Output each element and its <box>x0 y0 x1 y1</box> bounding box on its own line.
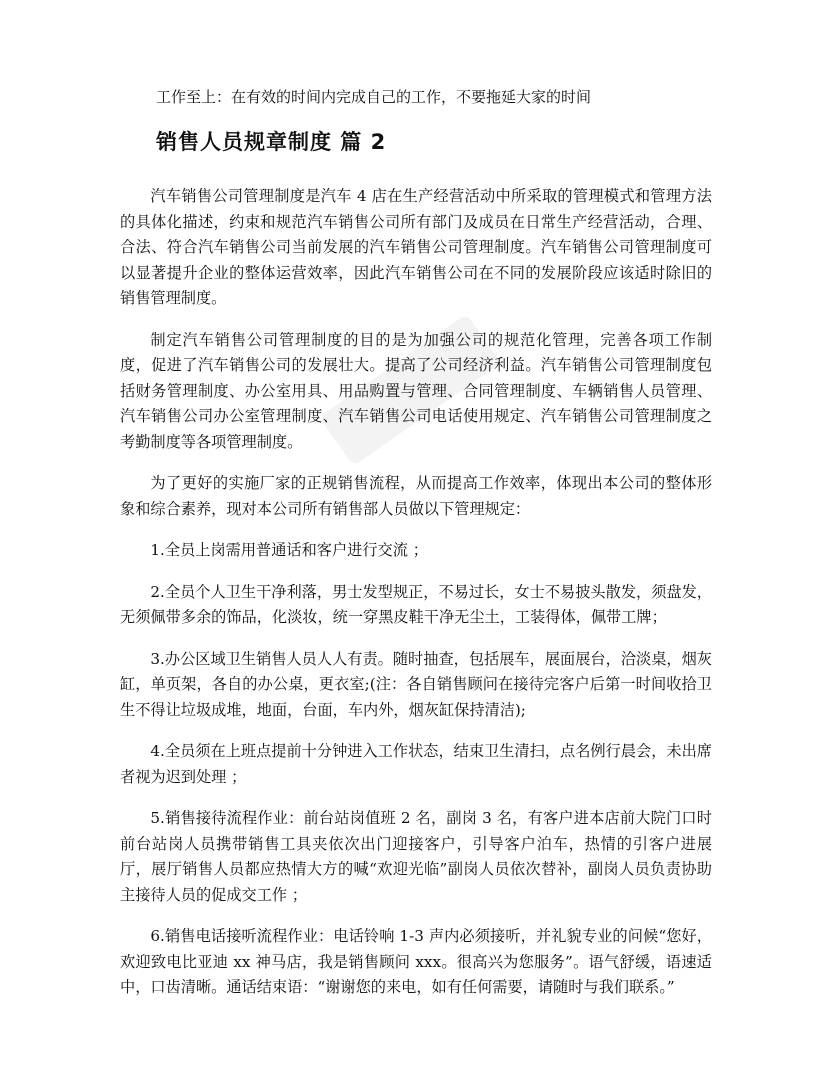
rule-item: 6.销售电话接听流程作业：电话铃响 1-3 声内必须接听，并礼貌专业的问候“您好，欢迎致电比亚迪 xx 神马店，我是销售顾问 xxx。很高兴为您服务”。语气舒缓，语速适中，口齿清晰。通话结束语：“谢谢您的来电，如有任何需要，请随时与我们联系。” <box>120 927 712 996</box>
paragraph: 为了更好的实施厂家的正规销售流程，从而提高工作效率，体现出本公司的整体形象和综合素养，现对本公司所有销售部人员做以下管理规定： <box>120 474 712 518</box>
paragraph-list <box>120 184 712 1001</box>
rule-item: 4.全员须在上班点提前十分钟进入工作状态，结束卫生清扫，点名例行晨会，未出席者视为迟到处理 ； <box>120 742 712 786</box>
rule-item: 5.销售接待流程作业：前台站岗值班 2 名，副岗 3 名，有客户进本店前大院门口时前台站岗人员携带销售工具夹依次出门迎接客户，引导客户泊车，热情的引客户进展厅，展厅销售人员都应热情大方的喊“欢迎光临”副岗人员依次替补，副岗人员负责协助主接待人员的促成交工作 ； <box>120 809 712 904</box>
rule-item: 1.全员上岗需用普通话和客户进行交流 ； <box>150 541 428 559</box>
paragraph: 制定汽车销售公司管理制度的目的是为加强公司的规范化管理，完善各项工作制度，促进了汽车销售公司的发展壮大。提高了公司经济利益。汽车销售公司管理制度包括财务管理制度、办公室用具、用品购置与管理、合同管理制度、车辆销售人员管理、汽车销售公司办公室管理制度、汽车销售公司电话使用规定、汽车销售公司管理制度之考勤制度等各项管理制度。 <box>120 330 712 451</box>
section-heading: 销售人员规章制度 篇 2 <box>156 130 387 154</box>
rule-item: 3.办公区域卫生销售人员人人有责。随时抽查，包括展车，展面展台，洽淡桌，烟灰缸，单页架，各自的办公桌，更衣室;(注：各自销售顾问在接待完客户后第一时间收拾卫生不得让垃圾成堆，地面，台面，车内外，烟灰缸保持清洁); <box>120 649 712 719</box>
document-body <box>120 86 712 1017</box>
intro-line: 工作至上：在有效的时间内完成自己的工作，不要拖延大家的时间 <box>156 88 592 106</box>
rule-item: 2.全员个人卫生干净利落，男士发型规正，不易过长，女士不易披头散发，须盘发，无须佩带多余的饰品，化淡妆，统一穿黑皮鞋干净无尘土，工装得体，佩带工牌； <box>120 582 712 626</box>
paragraph: 汽车销售公司管理制度是汽车 4 店在生产经营活动中所采取的管理模式和管理方法的具体化描述，约束和规范汽车销售公司所有部门及成员在日常生产经营活动，合理、合法、符合汽车销售公司当前发展的汽车销售公司管理制度。汽车销售公司管理制度可以显著提升企业的整体运营效率，因此汽车销售公司在不同的发展阶段应该适时除旧的销售管理制度。 <box>120 187 712 307</box>
